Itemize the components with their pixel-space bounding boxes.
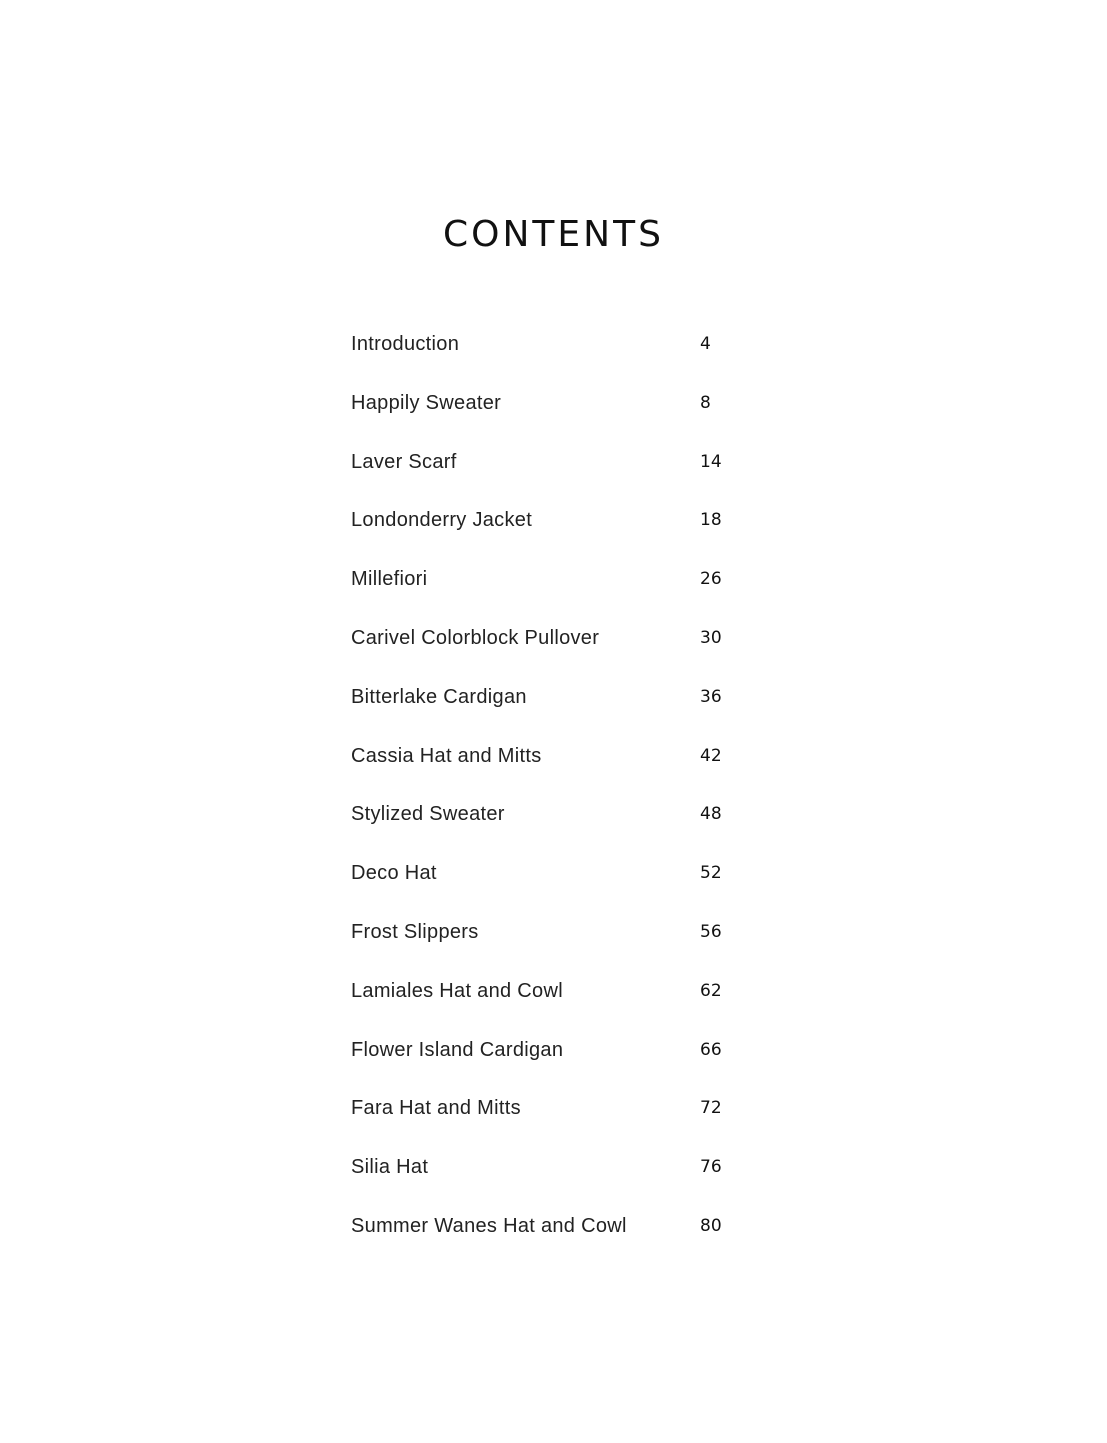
toc-entry-title: Summer Wanes Hat and Cowl [351, 1214, 627, 1237]
toc-entry-title: Carivel Colorblock Pullover [351, 626, 600, 649]
toc-entry-page-number: 4 [700, 334, 711, 354]
toc-entry[interactable] [351, 796, 771, 855]
toc-entry-title: Lamiales Hat and Cowl [351, 979, 563, 1002]
toc-entry-page-number: 52 [700, 863, 722, 884]
toc-entry-title: Cassia Hat and Mitts [351, 744, 542, 767]
toc-entry-title: Introduction [351, 333, 460, 355]
toc-entry-title: Silia Hat [351, 1156, 429, 1179]
toc-entry[interactable] [351, 973, 771, 1032]
toc-entry[interactable] [351, 326, 771, 385]
toc-entry-page-number: 62 [700, 980, 722, 1001]
toc-entry[interactable] [351, 385, 771, 444]
toc-entry-page-number: 72 [700, 1098, 722, 1119]
toc-entry[interactable] [351, 855, 771, 914]
toc-entry[interactable] [351, 679, 771, 738]
toc-entry-title: Happily Sweater [351, 391, 502, 414]
toc-entry[interactable] [351, 1149, 771, 1208]
toc-entry-title: Bitterlake Cardigan [351, 685, 527, 708]
toc-entry-page-number: 56 [700, 921, 722, 942]
toc-entry-page-number: 36 [700, 686, 722, 707]
toc-entry-title: Londonderry Jacket [351, 509, 533, 532]
toc-entry-title: Deco Hat [351, 862, 437, 885]
toc-entry-page-number: 66 [700, 1039, 722, 1060]
toc-entry[interactable] [351, 620, 771, 679]
toc-entry-page-number: 26 [700, 569, 722, 590]
toc-entry[interactable] [351, 1090, 771, 1149]
toc-entry-page-number: 76 [700, 1157, 722, 1178]
toc-entry-page-number: 42 [700, 745, 722, 766]
toc-entry-page-number: 14 [700, 451, 722, 472]
toc-entry-page-number: 48 [700, 804, 722, 825]
toc-entry-page-number: 80 [700, 1215, 722, 1236]
toc-entry-title: Flower Island Cardigan [351, 1038, 564, 1061]
toc-entry-title: Fara Hat and Mitts [351, 1097, 521, 1120]
toc-entry-page-number: 8 [700, 392, 711, 413]
page-title: CONTENTS [443, 214, 664, 255]
toc-entry-title: Stylized Sweater [351, 803, 505, 826]
toc-entry[interactable] [351, 561, 771, 620]
table-of-contents [351, 326, 771, 1267]
toc-entry-page-number: 18 [700, 510, 722, 531]
toc-entry-page-number: 30 [700, 627, 722, 648]
toc-entry[interactable] [351, 1032, 771, 1091]
toc-entry[interactable] [351, 502, 771, 561]
toc-entry[interactable] [351, 1208, 771, 1267]
toc-entry-title: Frost Slippers [351, 920, 479, 943]
toc-entry-title: Laver Scarf [351, 450, 457, 473]
toc-entry[interactable] [351, 738, 771, 797]
toc-entry[interactable] [351, 914, 771, 973]
toc-entry-title: Millefiori [351, 568, 428, 591]
toc-entry[interactable] [351, 444, 771, 503]
